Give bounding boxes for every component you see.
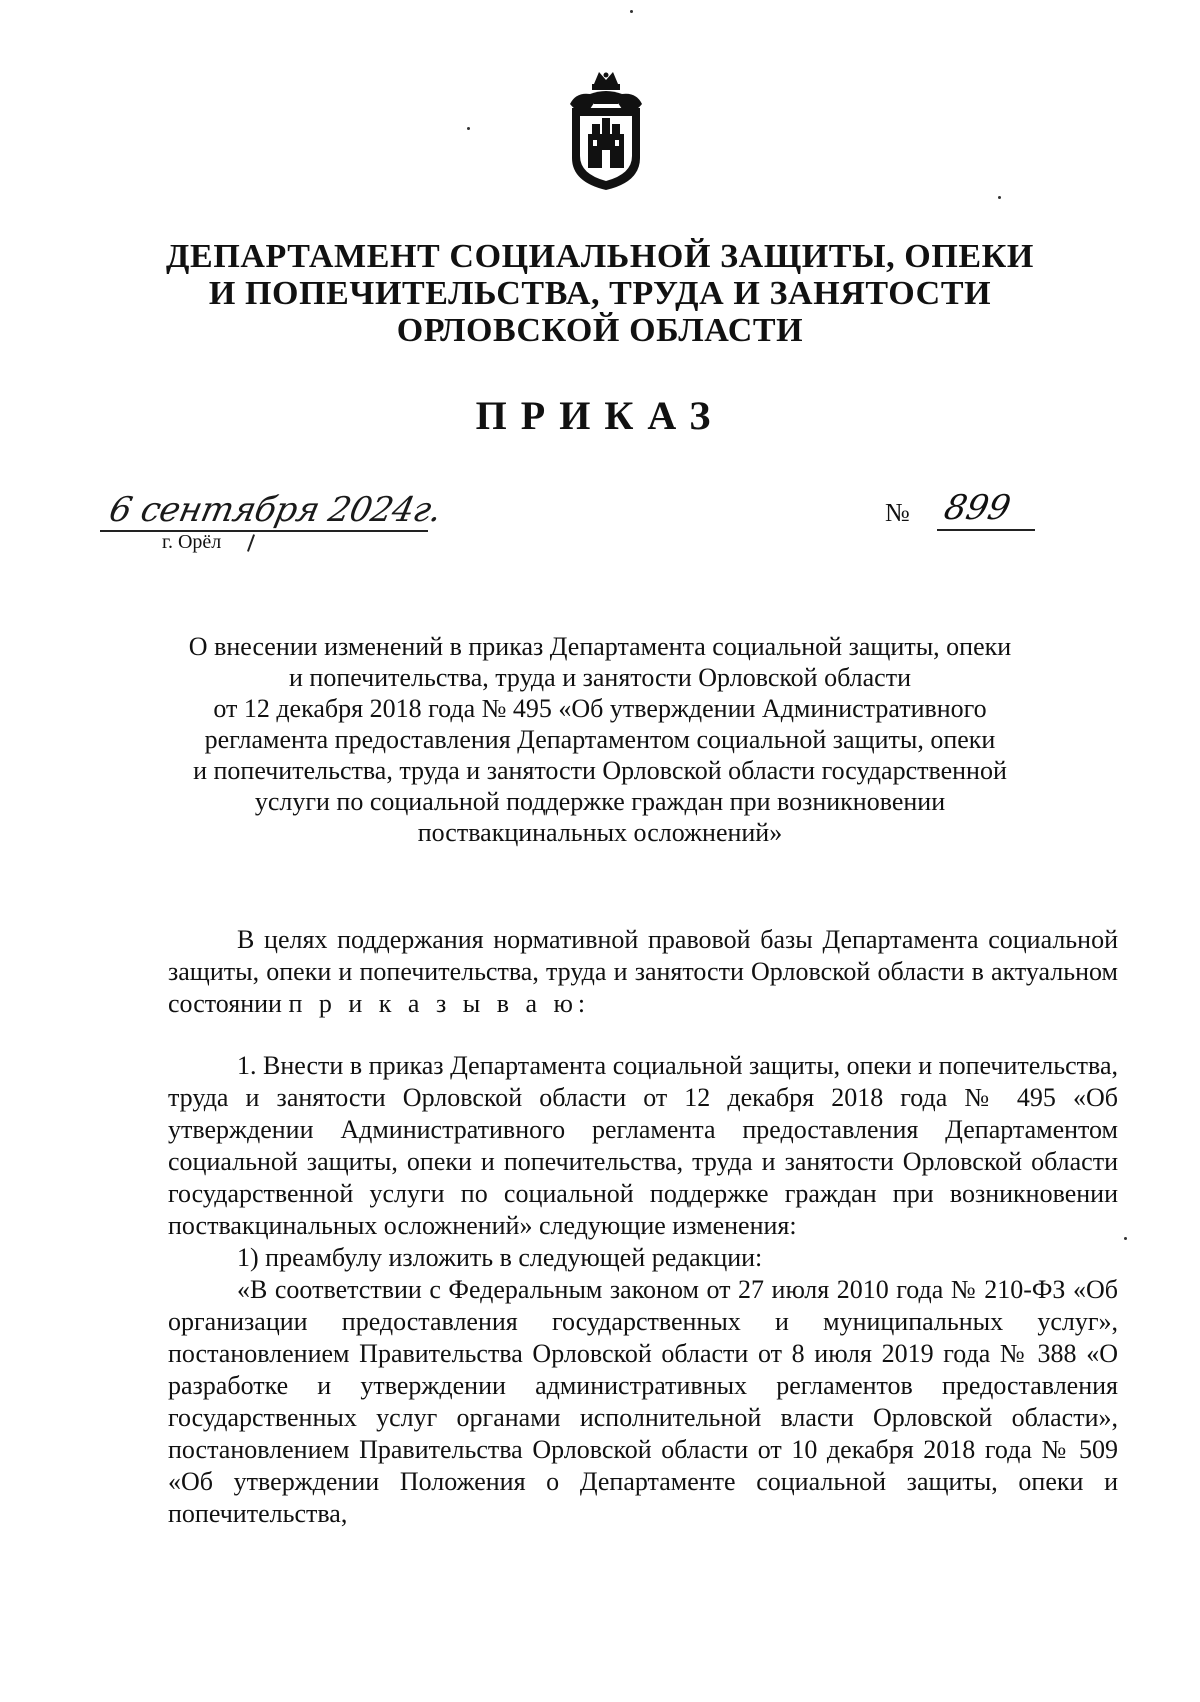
scan-speck <box>1124 1237 1127 1240</box>
subject-line-3: от 12 декабря 2018 года № 495 «Об утверждении Административного <box>213 694 987 723</box>
preamble-order-word: п р и к а з ы в а ю: <box>288 989 591 1018</box>
handwritten-order-number: 899 <box>940 488 1015 528</box>
organization-name-line-1: ДЕПАРТАМЕНТ СОЦИАЛЬНОЙ ЗАЩИТЫ, ОПЕКИ <box>166 238 1034 275</box>
document-type-title: ПРИКАЗ <box>475 393 725 438</box>
scan-speck <box>998 196 1001 199</box>
handwritten-date: 6 сентября 2024г. <box>105 490 445 530</box>
order-number-field <box>885 490 1035 535</box>
orel-region-coat-of-arms-icon <box>566 70 646 192</box>
order-body <box>168 924 1118 1530</box>
organization-name-line-2: И ПОПЕЧИТЕЛЬСТВА, ТРУДА И ЗАНЯТОСТИ <box>208 275 992 312</box>
subject-line-1: О внесении изменений в приказ Департамента социальной защиты, опеки <box>188 632 1012 661</box>
subject-line-5: и попечительства, труда и занятости Орловской области государственной <box>193 756 1007 785</box>
organization-name-line-3: ОРЛОВСКОЙ ОБЛАСТИ <box>396 312 804 349</box>
item-1-paragraph: 1. Внести в приказ Департамента социальной защиты, опеки и попечительства, труда и занятости Орловской области от 12 декабря 2018 года № 495 «Об утверждении Административного регламента предоставления Департаментом социальной защиты, опеки и попечительства, труда и занятости Орловской области государственной услуги по социальной поддержке граждан при возникновении поствакцинальных осложнений» следующие изменения: <box>168 1051 1118 1240</box>
number-underline <box>937 529 1035 531</box>
quoted-preamble-paragraph: «В соответствии с Федеральным законом от 27 июля 2010 года № 210-ФЗ «Об организации предоставления государственных и муниципальных услуг», постановлением Правительства Орловской области от 8 июля 2019 года № 388 «О разработке и утверждении административных регламентов предоставления государственных услуг органами исполнительной власти Орловской области», постановлением Правительства Орловской области от 10 декабря 2018 года № 509 «Об утверждении Положения о Департаменте социальной защиты, опеки и попечительства, <box>168 1275 1118 1528</box>
organization-name <box>150 238 1050 349</box>
scan-speck <box>467 127 470 130</box>
subject-line-6: услуги по социальной поддержке граждан при возникновении <box>254 787 946 816</box>
date-underline <box>100 530 428 532</box>
order-subject <box>170 631 1030 848</box>
subitem-1-paragraph: 1) преамбулу изложить в следующей редакции: <box>237 1243 763 1272</box>
scan-speck <box>630 10 633 13</box>
subject-line-2: и попечительства, труда и занятости Орловской области <box>289 663 911 692</box>
subject-line-4: регламента предоставления Департаментом социальной защиты, опеки <box>204 725 996 754</box>
number-sign: № <box>885 498 910 527</box>
preamble-text: В целях поддержания нормативной правовой базы Департамента социальной защиты, опеки и попечительства, труда и занятости Орловской области в актуальном состоянии <box>168 925 1118 1018</box>
pen-stroke <box>247 534 255 552</box>
city-label: г. Орёл <box>162 531 222 553</box>
paragraph-gap <box>168 1020 1118 1050</box>
subject-line-7: поствакцинальных осложнений» <box>417 818 783 847</box>
date-field <box>100 490 445 560</box>
preamble-paragraph <box>168 924 1118 1020</box>
